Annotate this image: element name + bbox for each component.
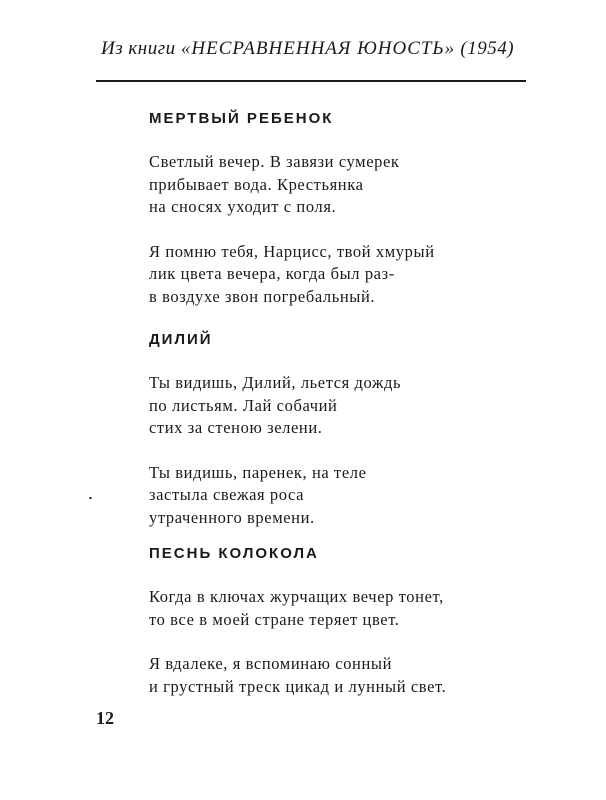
verse-line: Ты видишь, Дилий, льется дождь <box>149 373 402 392</box>
verse-line: и грустный треск цикад и лунный свет. <box>149 676 447 696</box>
running-head-prefix: Из книги <box>101 38 181 59</box>
running-head <box>101 38 521 60</box>
stanza <box>149 241 509 309</box>
poem-dead-child <box>149 110 509 330</box>
print-speck <box>89 497 92 499</box>
page-number: 12 <box>96 708 114 728</box>
verse-line: Когда в ключах журчащих вечер тонет, <box>149 587 444 606</box>
stanza <box>149 586 509 631</box>
verse-line: Ты видишь, паренек, на теле <box>149 462 367 482</box>
running-head-year: (1954) <box>455 38 515 59</box>
verse-line: застыла свежая роса <box>149 485 305 504</box>
stanza <box>149 151 509 219</box>
verse-line: утраченного времени. <box>149 507 315 527</box>
verse-line: Я помню тебя, Нарцисс, твой хмурый <box>149 241 435 261</box>
stanza <box>149 462 509 530</box>
verse-line: Я вдалеке, я вспоминаю сонный <box>149 654 393 673</box>
header-rule <box>96 80 526 82</box>
stanza <box>149 372 509 440</box>
verse-line: в воздухе звон погребальный. <box>149 286 376 306</box>
poem-song-of-the-bell <box>149 545 509 720</box>
verse-line: стих за стеною зелени. <box>149 418 323 437</box>
poem-title: МЕРТВЫЙ РЕБЕНОК <box>149 110 334 127</box>
verse-line: по листьям. Лай собачий <box>149 395 338 415</box>
verse-line: Светлый вечер. В завязи сумерек <box>149 152 400 171</box>
stanza <box>149 653 509 698</box>
running-head-book-title: «НЕСРАВНЕННАЯ ЮНОСТЬ» <box>180 38 456 59</box>
verse-line: лик цвета вечера, когда был раз- <box>149 264 395 283</box>
verse-line: на сносях уходит с поля. <box>149 197 337 216</box>
poem-title: ПЕСНЬ КОЛОКОЛА <box>149 545 319 562</box>
poem-title: ДИЛИЙ <box>149 331 213 348</box>
verse-line: прибывает вода. Крестьянка <box>149 174 364 194</box>
poem-dilius <box>149 331 509 551</box>
verse-line: то все в моей стране теряет цвет. <box>149 609 400 629</box>
